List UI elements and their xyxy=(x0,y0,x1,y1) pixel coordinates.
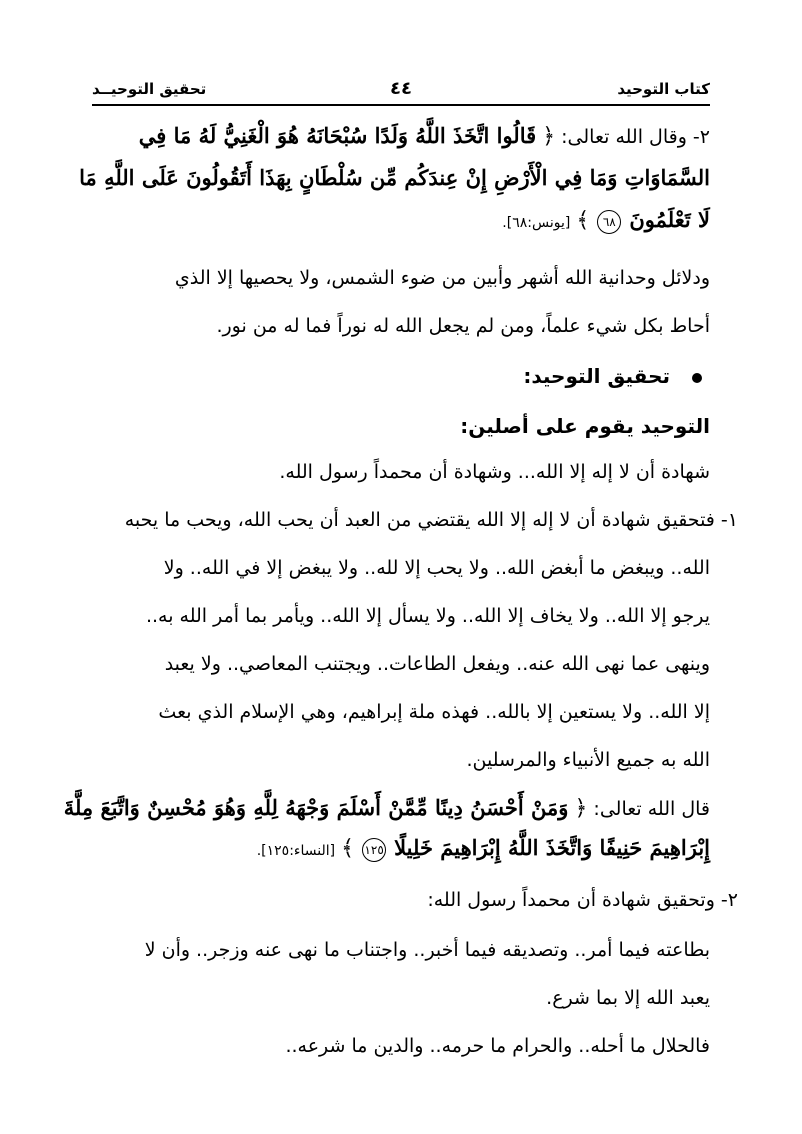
point2-line3: فالحلال ما أحله.. والحرام ما حرمه.. والدين ما شرعه.. xyxy=(285,1035,710,1057)
subheading: التوحيد يقوم على أصلين: xyxy=(460,414,710,438)
point2-title: ٢- وتحقيق شهادة أن محمداً رسول الله: xyxy=(427,889,738,911)
paragraph-line: ودلائل وحدانية الله أشهر وأبين من ضوء الشمس، ولا يحصيها إلا الذي xyxy=(174,267,710,289)
section-heading-text: تحقيق التوحيد: xyxy=(523,364,670,388)
verse-block-nisa-line2 xyxy=(257,828,710,871)
point1-line2: الله.. ويبغض ما أبغض الله.. ولا يحب إلا لله.. ولا يبغض إلا في الله.. ولا xyxy=(163,557,710,579)
verse-text: وَمَنْ أَحْسَنُ دِينًا مِّمَّنْ أَسْلَمَ وَجْهَهُ لِلَّهِ وَهُوَ مُحْسِنٌ وَاتَّبَعَ مِلَّةَ xyxy=(63,795,569,820)
ayah-number-badge: ١٢٥ xyxy=(362,838,386,862)
point1-line4: وينهى عما نهى الله عنه.. ويفعل الطاعات.. ويجتنب المعاصي.. ولا يعبد xyxy=(164,653,710,675)
verse-block-nisa-line1 xyxy=(64,788,710,829)
point1-line3: يرجو إلا الله.. ولا يخاف إلا الله.. ولا يسأل إلا الله.. ويأمر بما أمر الله به.. xyxy=(145,605,710,627)
bracket-close: ﴾ xyxy=(341,836,355,861)
bracket-close: ﴾ xyxy=(576,208,590,233)
point2-line2: يعبد الله إلا بما شرع. xyxy=(546,987,710,1009)
paragraph-line: أحاط بكل شيء علماً، ومن لم يجعل الله له نوراً فما له من نور. xyxy=(216,315,710,337)
verse-text: قَالُوا اتَّخَذَ اللَّهُ وَلَدًا سُبْحَانَهُ هُوَ الْغَنِيُّ لَهُ مَا فِي xyxy=(138,123,537,148)
verse-block-yunus-line3 xyxy=(502,200,710,243)
point1-line1: ١- فتحقيق شهادة أن لا إله إلا الله يقتضي من العبد أن يحب الله، ويحب ما يحبه xyxy=(124,509,738,531)
bullet-icon xyxy=(692,373,702,383)
verse-text: إِبْرَاهِيمَ حَنِيفًا وَاتَّخَذَ اللَّهُ إِبْرَاهِيمَ خَلِيلًا xyxy=(394,835,710,860)
bracket-open: ﴿ xyxy=(542,124,556,149)
ayah-number-badge: ٦٨ xyxy=(597,210,621,234)
section-heading xyxy=(523,356,702,396)
verse-reference: [يونس:٦٨]. xyxy=(502,215,571,231)
section-title: تحقيق التوحيــد xyxy=(92,80,207,98)
verse-text: لَا تَعْلَمُونَ xyxy=(629,207,710,232)
verse-intro: ٢- وقال الله تعالى: xyxy=(561,126,710,148)
verse-block-yunus-line2 xyxy=(79,158,710,199)
point1-line6: الله به جميع الأنبياء والمرسلين. xyxy=(466,749,710,771)
shahada-line: شهادة أن لا إله إلا الله... وشهادة أن محمداً رسول الله. xyxy=(279,461,710,483)
verse-reference: [النساء:١٢٥]. xyxy=(256,843,336,859)
book-title: كتاب التوحيد xyxy=(617,80,710,98)
bracket-open: ﴿ xyxy=(574,796,588,821)
verse-text: السَّمَاوَاتِ وَمَا فِي الْأَرْضِ إِنْ عِندَكُم مِّن سُلْطَانٍ بِهَذَا أَتَقُولُونَ عَلَى اللَّهِ مَا xyxy=(79,165,710,190)
verse-block-yunus-line1 xyxy=(139,116,710,157)
point1-line5: إلا الله.. ولا يستعين إلا بالله.. فهذه ملة إبراهيم، وهي الإسلام الذي بعث xyxy=(158,701,710,723)
page-number: ٤٤ xyxy=(390,78,412,99)
page-header xyxy=(92,76,710,106)
point2-line1: بطاعته فيما أمر.. وتصديقه فيما أخبر.. واجتناب ما نهى عنه وزجر.. وأن لا xyxy=(144,939,710,961)
verse-intro: قال الله تعالى: xyxy=(593,798,710,820)
